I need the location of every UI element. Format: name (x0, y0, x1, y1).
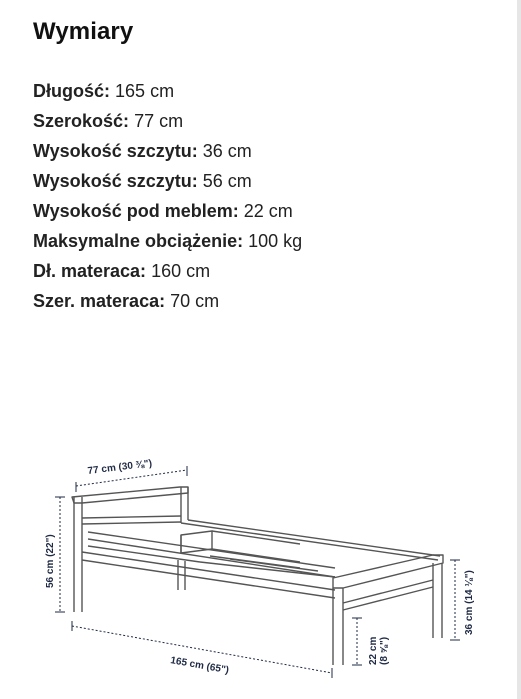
spec-value: 160 cm (151, 261, 211, 281)
spec-label: Wysokość szczytu: (33, 171, 198, 191)
spec-label: Maksymalne obciążenie: (33, 231, 244, 251)
spec-value: 36 cm (202, 141, 252, 161)
dimensions-list (33, 76, 302, 316)
spec-length (33, 76, 302, 106)
under-height-dimension-label-in: (8 ⅝") (379, 636, 390, 665)
spec-foot-height (33, 136, 302, 166)
scrollbar-edge (517, 0, 521, 699)
bed-dimension-drawing (40, 455, 490, 699)
spec-value: 22 cm (243, 201, 293, 221)
spec-label: Wysokość szczytu: (33, 141, 198, 161)
spec-label: Dł. materaca: (33, 261, 147, 281)
spec-value: 165 cm (115, 81, 175, 101)
spec-max-load (33, 226, 302, 256)
under-height-dimension-label-cm: 22 cm (368, 636, 379, 665)
spec-label: Szer. materaca: (33, 291, 166, 311)
spec-label: Długość: (33, 81, 111, 101)
foot-height-dimension-label: 36 cm (14 ⅛") (464, 570, 475, 635)
spec-mattress-width (33, 286, 302, 316)
spec-value: 56 cm (202, 171, 252, 191)
spec-value: 100 kg (248, 231, 303, 251)
head-height-dimension-label: 56 cm (22") (45, 534, 56, 588)
spec-mattress-length (33, 256, 302, 286)
spec-head-height (33, 166, 302, 196)
spec-label: Wysokość pod meblem: (33, 201, 239, 221)
spec-under-height (33, 196, 302, 226)
width-dimension-label: 77 cm (30 ⅜") (87, 458, 153, 477)
spec-width (33, 106, 302, 136)
spec-value: 77 cm (134, 111, 184, 131)
spec-value: 70 cm (170, 291, 220, 311)
dimension-lines (55, 466, 460, 678)
section-title: Wymiary (33, 18, 134, 45)
spec-label: Szerokość: (33, 111, 130, 131)
length-dimension-label: 165 cm (65") (169, 655, 230, 677)
